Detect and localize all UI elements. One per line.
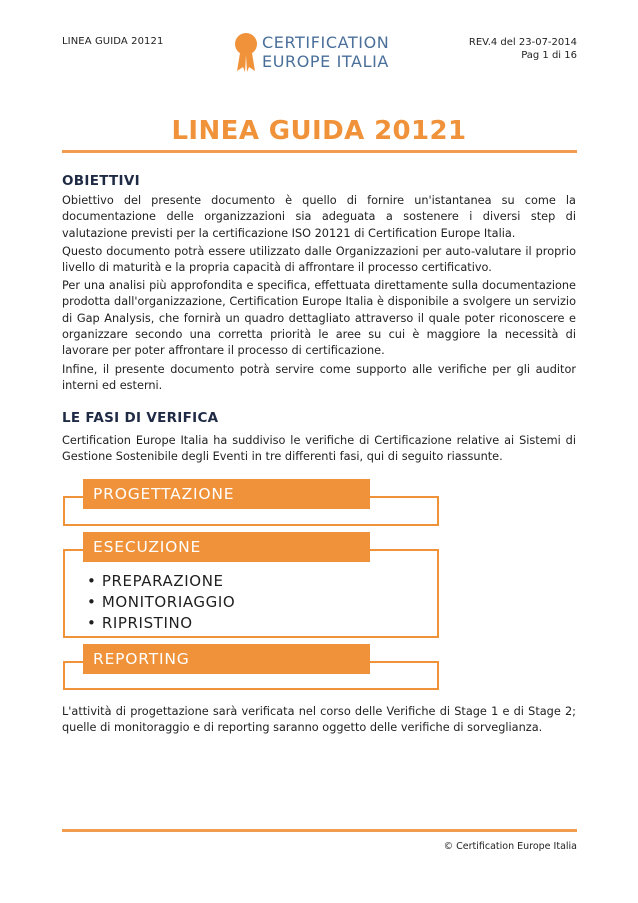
bullet-item <box>87 571 235 592</box>
bullet-marker: • <box>87 572 97 590</box>
bullet-label: MONITORIAGGIO <box>101 593 236 611</box>
section-heading-obiettivi: OBIETTIVI <box>62 173 140 189</box>
bullet-label: PREPARAZIONE <box>101 572 224 590</box>
bullet-item <box>87 613 235 634</box>
paragraph-fasi-conclusion: L'attività di progettazione sarà verificata nel corso delle Verifiche di Stage 1 e di Stage 2; quelle di monitoraggio e di reporting saranno oggetto delle verifiche di sorveglianza. <box>62 705 576 735</box>
bullet-marker: • <box>87 614 97 632</box>
title-divider <box>62 150 577 153</box>
phase-bar-reporting: REPORTING <box>83 644 370 674</box>
phases-diagram <box>57 476 442 688</box>
phase-bar-esecuzione: ESECUZIONE <box>83 532 370 562</box>
section-heading-fasi: LE FASI DI VERIFICA <box>62 410 219 426</box>
paragraph-obiettivi-1: Obiettivo del presente documento è quello di fornire un'istantanea su come la documentazione delle organizzazioni sia adeguata a sostenere i diversi step di valutazione previsti per la certificazione ISO 20121 di Certification Europe Italia. <box>62 194 576 240</box>
page-title: LINEA GUIDA 20121 <box>171 116 467 146</box>
paragraph-fasi-intro: Certification Europe Italia ha suddiviso le verifiche di Certificazione relative ai Sistemi di Gestione Sostenibile degli Eventi in tre differenti fasi, qui di seguito riassunte. <box>62 434 576 464</box>
footer-copyright: © Certification Europe Italia <box>443 841 577 852</box>
phase-bar-progettazione: PROGETTAZIONE <box>83 479 370 509</box>
bullet-marker: • <box>87 593 97 611</box>
revision-text: REV.4 del 23-07-2014 <box>468 37 577 48</box>
header-doc-title: LINEA GUIDA 20121 <box>62 36 164 47</box>
page-number: Pag 1 di 16 <box>521 50 577 61</box>
bullet-item <box>87 592 235 613</box>
esecuzione-bullet-list <box>87 571 235 634</box>
paragraph-obiettivi-3: Per una analisi più approfondita e specifica, effettuata direttamente sulla documentazione prodotta dall'organizzazione, Certification Europe Italia è disponibile a svolgere un servizio di Gap Analysis, che fornirà un quadro dettagliato attraverso il quale poter riconoscere e organizzare secondo una corretta priorità le aree su cui è maggiore la necessità di lavorare per poter affrontare il processo di certificazione. <box>62 279 576 358</box>
bullet-label: RIPRISTINO <box>101 614 193 632</box>
paragraph-obiettivi-2: Questo documento potrà essere utilizzato dalle Organizzazioni per auto-valutare il proprio livello di maturità e la propria capacità di affrontare il processo certificativo. <box>62 245 576 275</box>
logo-line-2: EUROPE ITALIA <box>262 52 389 71</box>
footer-divider <box>62 829 577 832</box>
header-revision-block <box>469 36 577 62</box>
logo-line-1: CERTIFICATION <box>262 33 390 52</box>
paragraph-obiettivi-4: Infine, il presente documento potrà servire come supporto alle verifiche per gli auditor interni ed esterni. <box>62 363 576 393</box>
logo-medal-icon <box>232 31 260 73</box>
company-logo <box>232 31 417 73</box>
phase-frame-esecuzione <box>63 549 439 638</box>
